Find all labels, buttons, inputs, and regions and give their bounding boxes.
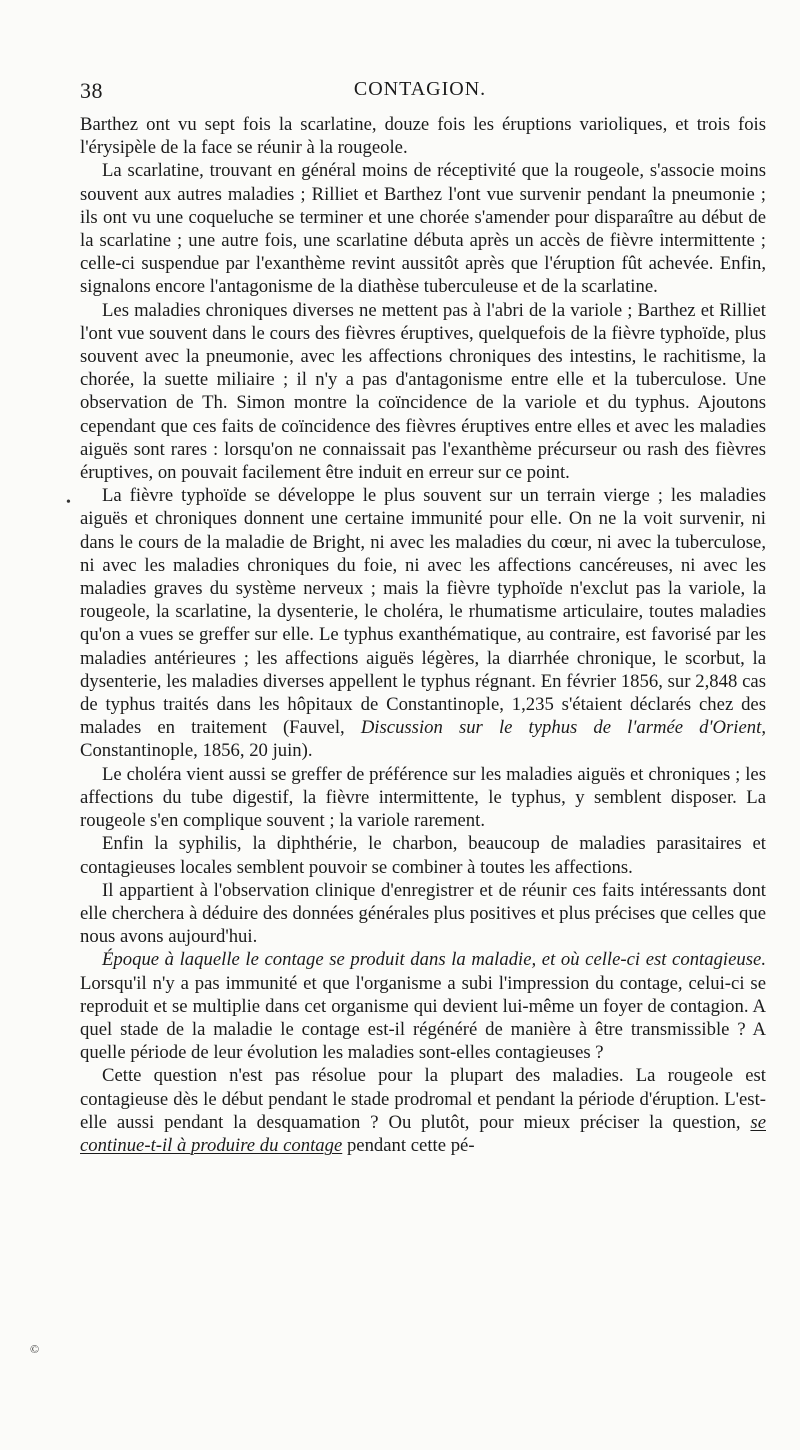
paragraph-text: Lorsqu'il n'y a pas immunité et que l'organisme a subi l'impression du contage, celui-ci se reproduit et se multiplie dans cet organisme qui devient lui-même un foyer de contagion. A quel stade de la maladie le contage est-il régénéré de manière à être transmissible ? A quelle période de leur évolution les maladies sont-elles contagieuses ? [80, 972, 766, 1064]
paragraph [80, 1064, 766, 1157]
paragraph-text: , Constantinople, 1856, 20 juin). [80, 717, 766, 762]
page-header [80, 78, 760, 104]
italic-text: Époque à laquelle le contage se produit dans la maladie, et où celle-ci est contagieuse. [102, 949, 766, 971]
paragraph-text: Cette question n'est pas résolue pour la plupart des maladies. La rougeole est contagieuse dès le début pendant le stade prodromal et pendant la période d'éruption. L'est-elle aussi pendant la desquamation ? Ou plutôt, pour mieux préciser la question, [80, 1065, 766, 1133]
italic-text: se continue-t-il à produire du contage [80, 1111, 766, 1156]
paragraph [80, 879, 766, 949]
running-title: CONTAGION. [353, 78, 487, 100]
paragraph-text: pendant cette pé- [342, 1134, 475, 1156]
paragraph-text: La scarlatine, trouvant en général moins de réceptivité que la rougeole, s'associe moins souvent aux autres maladies ; Rilliet et Barthez l'ont vue survenir pendant la pneumonie ; ils ont vu une coqueluche se terminer et une chorée s'amender pour disparaître au début de la scarlatine ; une autre fois, une scarlatine débuta après un accès de fièvre intermittente ; celle-ci suspendue par l'exanthème revint aussitôt après que l'éruption fût achevée. Enfin, signalons encore l'antagonisme de la diathèse tuberculeuse et de la scarlatine. [80, 160, 766, 298]
paragraph [80, 763, 766, 833]
margin-mark: • [66, 495, 71, 510]
paragraph [80, 113, 766, 159]
page-number: 38 [80, 78, 103, 103]
body-text [80, 113, 766, 1157]
paragraph [80, 484, 766, 762]
paragraph-text: Les maladies chroniques diverses ne mettent pas à l'abri de la variole ; Barthez et Rilliet l'ont vue souvent dans le cours des fièvres éruptives, quelquefois de la fièvre typhoïde, plus souvent avec la pneumonie, avec les affections chroniques des intestins, le rachitisme, la chorée, la suette miliaire ; il n'y a pas d'antagonisme entre elle et la tuberculose. Une observation de Th. Simon montre la coïncidence de la variole et du typhus. Ajoutons cependant que ces faits de coïncidence des fièvres éruptives entre elles et avec les maladies aiguës sont rares : lorsqu'on ne connaissait pas l'exanthème précurseur ou rash des fièvres éruptives, on pouvait facilement être induit en erreur sur ce point. [80, 299, 766, 484]
paragraph [80, 948, 766, 1064]
paragraph-text: Enfin la syphilis, la diphthérie, le charbon, beaucoup de maladies parasitaires et contagieuses locales semblent pouvoir se combiner à toutes les affections. [80, 833, 766, 878]
paragraph-text: Il appartient à l'observation clinique d'enregistrer et de réunir ces faits intéressants dont elle cherchera à déduire des données générales plus positives et plus précises que celles que nous avons aujourd'hui. [80, 879, 766, 948]
margin-mark: © [30, 1342, 40, 1356]
paragraph [80, 299, 766, 485]
italic-text: Discussion sur le typhus de l'armée d'Orient [360, 717, 762, 739]
paragraph [80, 832, 766, 878]
paragraph [80, 159, 766, 298]
paragraph-text: Le choléra vient aussi se greffer de préférence sur les maladies aiguës et chroniques ; les affections du tube digestif, la fièvre intermittente, le typhus, y semblent disposer. La rougeole s'en complique souvent ; la variole rarement. [80, 763, 766, 832]
paragraph-text: La fièvre typhoïde se développe le plus souvent sur un terrain vierge ; les maladies aiguës et chroniques donnent une certaine immunité pour elle. On ne la voit survenir, ni dans le cours de la maladie de Bright, ni avec les maladies du cœur, ni avec la tuberculose, ni avec les maladies chroniques du foie, ni avec les affections cancéreuses, ni avec les maladies graves du système nerveux ; mais la fièvre typhoïde n'exclut pas la variole, la rougeole, la scarlatine, la dysenterie, le choléra, le rhumatisme articulaire, toutes maladies qu'on a vues se greffer sur elle. Le typhus exanthématique, au contraire, est favorisé par les maladies antérieures ; les affections aiguës légères, la diarrhée chronique, le scorbut, la dysenterie, les maladies diverses appellent le typhus régnant. En février 1856, sur 2,848 cas de typhus traités dans les hôpitaux de Constantinople, 1,235 s'étaient déclarés chez des malades en traitement (Fauvel, [80, 485, 766, 739]
paragraph-text: Barthez ont vu sept fois la scarlatine, douze fois les éruptions varioliques, et trois fois l'érysipèle de la face se réunir à la rougeole. [80, 114, 766, 159]
